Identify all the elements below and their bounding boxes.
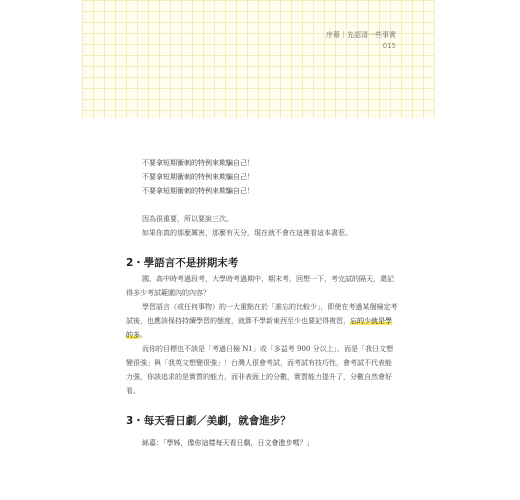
- handwritten-block: [126, 156, 398, 198]
- handwritten-line: 不要拿短期衝刺的特例來欺騙自己！: [142, 173, 254, 181]
- section-2-heading: 2・學語言不是拼期末考: [126, 257, 239, 269]
- running-head: 序幕｜先認清一些事實: [326, 31, 396, 39]
- dialogue-quote: 絲嘉：「學姊，像你這樣每天看日劇，日文會進步嗎？」: [142, 439, 314, 447]
- handwritten-line: 不要拿短期衝刺的特例來欺騙自己！: [142, 159, 254, 167]
- page-number: 015: [382, 42, 396, 50]
- handwritten-line: 不要拿短期衝刺的特例來欺騙自己！: [142, 187, 254, 195]
- highlighted-phrase: 忘的少就是學的多: [126, 317, 392, 339]
- section-3-heading: 3・每天看日劇／美劇，就會進步？: [126, 415, 291, 427]
- intro-line: 因為很重要，所以要說三次。: [142, 215, 233, 223]
- intro-line: 如果你真的那麼厲害，那麼有天分，現在就不會在這裡看這本書惹。: [142, 229, 352, 237]
- paragraph-text: 學習語言（或任何事物）的一大重點在於「誰忘的比較少」，即使在考過某個檢定考試後，也應該保持持續學習的態度，就算不學新東西至少也要記得複習，: [126, 303, 398, 325]
- paragraph-end: 。: [140, 331, 147, 339]
- page-body: [126, 156, 398, 450]
- section-2-paragraph-2: [126, 300, 398, 342]
- grid-header-decoration: [82, 0, 435, 118]
- section-2-paragraph-1: 國、高中時考過段考，大學時考過期中、期末考，回想一下，考完試的隔天，還記得多少考試範圍內的內容？: [126, 275, 394, 297]
- section-2-paragraph-3: 而你的目標也不該是「考過日檢 N1」或「多益考 900 分以上」，而是「我日文想變很強」與「我英文想變很強」！台灣人很會考試，而考試有技巧性，會考試不代表能力強，你該追求的是實質的能力，而非表面上的分數，實質能力提升了，分數自然會好看。: [126, 345, 394, 395]
